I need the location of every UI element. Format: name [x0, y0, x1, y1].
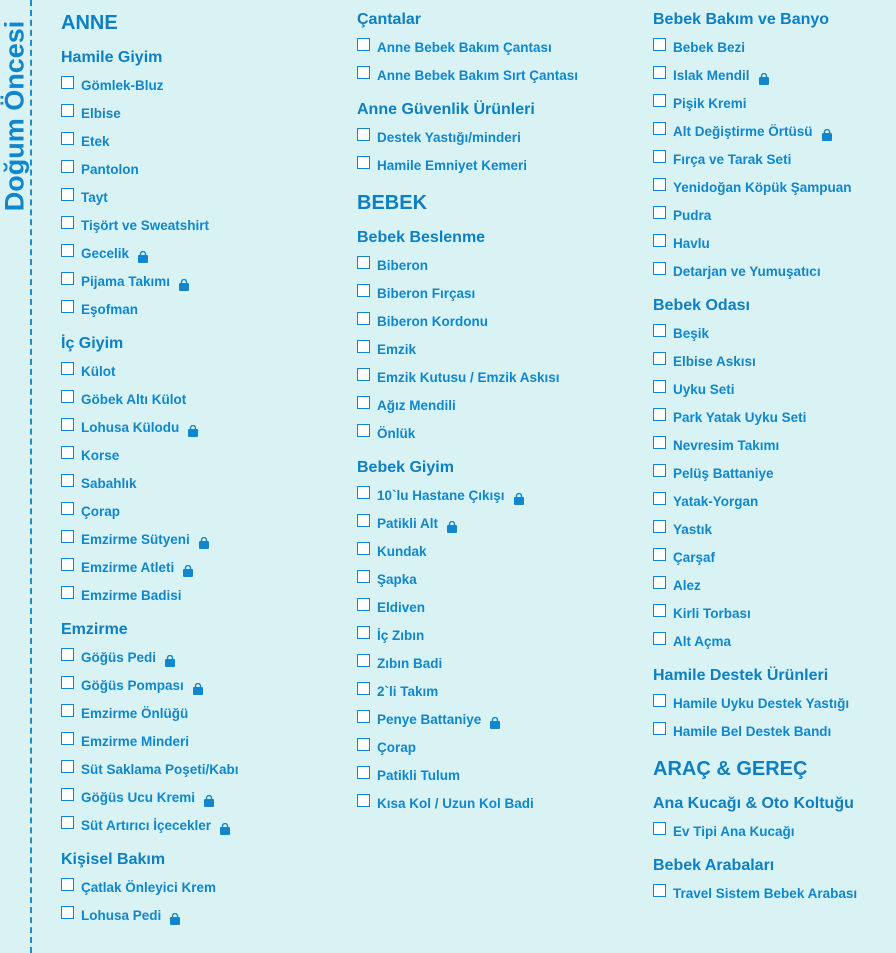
item-label: Korse [81, 448, 120, 463]
checkbox-icon[interactable] [653, 66, 666, 79]
checkbox-icon[interactable] [357, 424, 370, 437]
checklist-item[interactable] [61, 184, 341, 212]
checklist-item[interactable] [653, 544, 893, 572]
checkbox-icon[interactable] [357, 66, 370, 79]
checkbox-icon[interactable] [61, 704, 74, 717]
item-label: Alt Değiştirme Örtüsü [673, 124, 813, 139]
checkbox-icon[interactable] [357, 368, 370, 381]
checkbox-icon[interactable] [357, 626, 370, 639]
item-label: Emzik Kutusu / Emzik Askısı [377, 370, 560, 385]
checkbox-icon[interactable] [61, 160, 74, 173]
checkbox-icon[interactable] [357, 312, 370, 325]
item-label: 2`li Takım [377, 684, 439, 699]
item-label: Havlu [673, 236, 710, 251]
checklist-item[interactable] [61, 728, 341, 756]
shopping-bag-icon [513, 487, 525, 499]
item-label: Eşofman [81, 302, 139, 317]
shopping-bag-icon [758, 67, 770, 79]
checkbox-icon[interactable] [61, 188, 74, 201]
checkbox-icon[interactable] [61, 474, 74, 487]
item-label: Penye Battaniye [377, 712, 482, 727]
shopping-bag-icon [187, 419, 199, 431]
item-label: Destek Yastığı/minderi [377, 130, 521, 145]
checklist-kisisel-bakim [61, 874, 341, 930]
checklist-item[interactable] [61, 358, 341, 386]
item-label: Göbek Altı Külot [81, 392, 187, 407]
checklist-item[interactable] [61, 784, 341, 812]
checklist-item[interactable] [61, 240, 341, 268]
checkbox-icon[interactable] [357, 766, 370, 779]
checklist-bebek-bakim-ve-banyo [653, 34, 893, 286]
item-label: Biberon Kordonu [377, 314, 488, 329]
checklist-item[interactable] [357, 510, 642, 538]
checkbox-icon[interactable] [653, 822, 666, 835]
checklist-item[interactable] [653, 572, 893, 600]
item-label: Ağız Mendili [377, 398, 456, 413]
checklist-item[interactable] [61, 128, 341, 156]
checkbox-icon[interactable] [357, 542, 370, 555]
item-label: Etek [81, 134, 110, 149]
checkbox-icon[interactable] [357, 340, 370, 353]
shopping-bag-icon [489, 711, 501, 723]
checklist-item[interactable] [357, 706, 642, 734]
shopping-bag-icon [821, 123, 833, 135]
checkbox-icon[interactable] [653, 206, 666, 219]
checklist-anne-guvenlik-urunleri [357, 124, 642, 180]
item-label: İç Zıbın [377, 628, 425, 643]
item-label: Detarjan ve Yumuşatıcı [673, 264, 821, 279]
section-heading-kisisel-bakim: Kişisel Bakım [61, 851, 166, 868]
section-heading-ic-giyim: İç Giyim [61, 335, 124, 352]
item-label: Emzirme Sütyeni [81, 532, 190, 547]
shopping-bag-icon [182, 559, 194, 571]
section-heading-bebek-giyim: Bebek Giyim [357, 459, 454, 476]
item-label: Biberon Fırçası [377, 286, 476, 301]
checkbox-icon[interactable] [61, 676, 74, 689]
shopping-bag-icon [178, 273, 190, 285]
checkbox-icon[interactable] [357, 128, 370, 141]
checklist-item[interactable] [61, 442, 341, 470]
checkbox-icon[interactable] [61, 878, 74, 891]
section-heading-bebek-beslenme: Bebek Beslenme [357, 229, 486, 246]
checklist-item[interactable] [653, 718, 893, 746]
checkbox-icon[interactable] [653, 262, 666, 275]
checkbox-icon[interactable] [61, 558, 74, 571]
checklist-item[interactable] [357, 790, 642, 818]
checkbox-icon[interactable] [61, 244, 74, 257]
section-heading-hamile-giyim: Hamile Giyim [61, 49, 163, 66]
item-label: Göğüs Pompası [81, 678, 184, 693]
checklist-item[interactable] [653, 880, 893, 908]
item-label: Travel Sistem Bebek Arabası [673, 886, 858, 901]
shopping-bag-icon [164, 649, 176, 661]
checklist-item[interactable] [61, 498, 341, 526]
checklist-hamile-giyim [61, 72, 341, 324]
checklist-item[interactable] [653, 174, 893, 202]
shopping-bag-icon [198, 531, 210, 543]
checkbox-icon[interactable] [61, 530, 74, 543]
item-label: Hamile Bel Destek Bandı [673, 724, 832, 739]
shopping-bag-icon [169, 907, 181, 919]
side-title-bar [0, 0, 32, 953]
item-label: Hamile Uyku Destek Yastığı [673, 696, 850, 711]
checkbox-icon[interactable] [61, 362, 74, 375]
checkbox-icon[interactable] [61, 586, 74, 599]
checkbox-icon[interactable] [357, 682, 370, 695]
item-label: Patikli Alt [377, 516, 439, 531]
checklist-item[interactable] [653, 488, 893, 516]
checklist-item[interactable] [357, 420, 642, 448]
checkbox-icon[interactable] [61, 816, 74, 829]
checkbox-icon[interactable] [653, 632, 666, 645]
item-label: Süt Artırıcı İçecekler [81, 818, 212, 833]
checkbox-icon[interactable] [357, 598, 370, 611]
checkbox-icon[interactable] [357, 256, 370, 269]
checklist-item[interactable] [61, 268, 341, 296]
item-label: Emzirme Atleti [81, 560, 175, 575]
checkbox-icon[interactable] [357, 570, 370, 583]
item-label: Zıbın Badi [377, 656, 443, 671]
item-label: Önlük [377, 426, 416, 441]
checklist-item[interactable] [653, 818, 893, 846]
checklist-item[interactable] [357, 650, 642, 678]
checklist-item[interactable] [357, 538, 642, 566]
checkbox-icon[interactable] [653, 150, 666, 163]
item-label: Alt Açma [673, 634, 732, 649]
checklist-item[interactable] [357, 622, 642, 650]
item-label: Göğüs Pedi [81, 650, 157, 665]
checklist-item[interactable] [357, 392, 642, 420]
checkbox-icon[interactable] [653, 576, 666, 589]
shopping-bag-icon [137, 245, 149, 257]
checklist-item[interactable] [61, 812, 341, 840]
item-label: Pijama Takımı [81, 274, 171, 289]
item-label: Ev Tipi Ana Kucağı [673, 824, 795, 839]
checkbox-icon[interactable] [357, 284, 370, 297]
checkbox-icon[interactable] [357, 710, 370, 723]
checklist-ic-giyim [61, 358, 341, 610]
item-label: Hamile Emniyet Kemeri [377, 158, 528, 173]
checklist-item[interactable] [61, 756, 341, 784]
checklist-item[interactable] [357, 364, 642, 392]
checklist-hamile-destek-urunleri [653, 690, 893, 746]
item-label: Çorap [377, 740, 417, 755]
checkbox-icon[interactable] [61, 446, 74, 459]
item-label: Pişik Kremi [673, 96, 747, 111]
section-heading-cantalar: Çantalar [357, 11, 422, 28]
checklist-item[interactable] [357, 734, 642, 762]
checklist-item[interactable] [653, 404, 893, 432]
checklist-item[interactable] [61, 72, 341, 100]
checklist-item[interactable] [61, 526, 341, 554]
item-label: Elbise Askısı [673, 354, 756, 369]
checkbox-icon[interactable] [357, 654, 370, 667]
checkbox-icon[interactable] [653, 604, 666, 617]
checkbox-icon[interactable] [653, 520, 666, 533]
checklist-item[interactable] [653, 690, 893, 718]
checklist-item[interactable] [61, 902, 341, 930]
item-label: Çarşaf [673, 550, 716, 565]
checkbox-icon[interactable] [61, 418, 74, 431]
item-label: Süt Saklama Poşeti/Kabı [81, 762, 239, 777]
column-1 [61, 0, 341, 930]
checkbox-icon[interactable] [653, 380, 666, 393]
checklist-item[interactable] [61, 874, 341, 902]
checkbox-icon[interactable] [357, 794, 370, 807]
checkbox-icon[interactable] [61, 760, 74, 773]
checkbox-icon[interactable] [653, 548, 666, 561]
item-label: Tayt [81, 190, 108, 205]
checkbox-icon[interactable] [653, 94, 666, 107]
checkbox-icon[interactable] [653, 694, 666, 707]
checkbox-icon[interactable] [653, 178, 666, 191]
checkbox-icon[interactable] [61, 104, 74, 117]
category-heading-bebek: BEBEK [357, 192, 428, 214]
checklist-item[interactable] [653, 516, 893, 544]
item-label: Lohusa Külodu [81, 420, 180, 435]
section-heading-bebek-odasi: Bebek Odası [653, 297, 750, 314]
checklist-item[interactable] [653, 320, 893, 348]
item-label: Emzirme Badisi [81, 588, 182, 603]
checkbox-icon[interactable] [61, 906, 74, 919]
item-label: Alez [673, 578, 701, 593]
item-label: Şapka [377, 572, 417, 587]
section-heading-bebek-arabalari: Bebek Arabaları [653, 857, 775, 874]
checklist-item[interactable] [357, 566, 642, 594]
checkbox-icon[interactable] [61, 788, 74, 801]
item-label: Lohusa Pedi [81, 908, 162, 923]
item-label: Gömlek-Bluz [81, 78, 164, 93]
checkbox-icon[interactable] [653, 352, 666, 365]
item-label: Nevresim Takımı [673, 438, 780, 453]
checklist-item[interactable] [357, 152, 642, 180]
checklist-item[interactable] [61, 672, 341, 700]
checklist-emzirme [61, 644, 341, 840]
checklist-bebek-giyim [357, 482, 642, 818]
item-label: Bebek Bezi [673, 40, 746, 55]
checkbox-icon[interactable] [653, 122, 666, 135]
item-label: Pantolon [81, 162, 139, 177]
checklist-item[interactable] [61, 700, 341, 728]
section-heading-emzirme: Emzirme [61, 621, 128, 638]
checklist-item[interactable] [653, 118, 893, 146]
checklist-item[interactable] [357, 62, 642, 90]
checklist-item[interactable] [653, 460, 893, 488]
checklist-item[interactable] [357, 280, 642, 308]
item-label: Emzik [377, 342, 417, 357]
checklist-item[interactable] [653, 376, 893, 404]
section-heading-hamile-destek-urunleri: Hamile Destek Ürünleri [653, 667, 829, 684]
checklist-item[interactable] [653, 432, 893, 460]
checklist-item[interactable] [61, 582, 341, 610]
item-label: Sabahlık [81, 476, 137, 491]
checkbox-icon[interactable] [653, 464, 666, 477]
checklist-bebek-beslenme [357, 252, 642, 448]
checklist-item[interactable] [653, 90, 893, 118]
checkbox-icon[interactable] [653, 408, 666, 421]
item-label: Pelüş Battaniye [673, 466, 774, 481]
checklist-item[interactable] [653, 202, 893, 230]
item-label: Patikli Tulum [377, 768, 461, 783]
checklist-cantalar [357, 34, 642, 90]
column-2 [357, 0, 642, 818]
checkbox-icon[interactable] [61, 76, 74, 89]
checkbox-icon[interactable] [653, 38, 666, 51]
shopping-bag-icon [446, 515, 458, 527]
item-label: Uyku Seti [673, 382, 735, 397]
item-label: Tişört ve Sweatshirt [81, 218, 210, 233]
checklist-item[interactable] [61, 470, 341, 498]
checklist-item[interactable] [357, 678, 642, 706]
item-label: Kısa Kol / Uzun Kol Badi [377, 796, 534, 811]
checkbox-icon[interactable] [653, 436, 666, 449]
checkbox-icon[interactable] [357, 38, 370, 51]
checklist-item[interactable] [653, 62, 893, 90]
item-label: Elbise [81, 106, 121, 121]
checkbox-icon[interactable] [357, 514, 370, 527]
checkbox-icon[interactable] [357, 156, 370, 169]
section-heading-bebek-bakim-ve-banyo: Bebek Bakım ve Banyo [653, 11, 830, 28]
checkbox-icon[interactable] [357, 738, 370, 751]
item-label: Fırça ve Tarak Seti [673, 152, 792, 167]
checklist-item[interactable] [61, 554, 341, 582]
checklist-item[interactable] [653, 146, 893, 174]
section-heading-anne-guvenlik-urunleri: Anne Güvenlik Ürünleri [357, 101, 535, 118]
checklist-item[interactable] [61, 386, 341, 414]
checklist-bebek-arabalari [653, 880, 893, 908]
item-label: Anne Bebek Bakım Sırt Çantası [377, 68, 579, 83]
item-label: Emzirme Minderi [81, 734, 190, 749]
item-label: 10`lu Hastane Çıkışı [377, 488, 505, 503]
item-label: Göğüs Ucu Kremi [81, 790, 196, 805]
item-label: Yenidoğan Köpük Şampuan [673, 180, 852, 195]
item-label: Anne Bebek Bakım Çantası [377, 40, 552, 55]
checkbox-icon[interactable] [61, 502, 74, 515]
checklist-item[interactable] [653, 348, 893, 376]
category-heading-arac-gerec: ARAÇ & GEREÇ [653, 758, 808, 780]
checklist-item[interactable] [61, 296, 341, 324]
checklist-item[interactable] [653, 34, 893, 62]
checklist-item[interactable] [357, 762, 642, 790]
column-3 [653, 0, 893, 908]
checklist-item[interactable] [357, 482, 642, 510]
checkbox-icon[interactable] [653, 324, 666, 337]
shopping-bag-icon [219, 817, 231, 829]
item-label: Beşik [673, 326, 710, 341]
checkbox-icon[interactable] [653, 234, 666, 247]
side-title: Doğum Öncesi [0, 20, 30, 212]
checkbox-icon[interactable] [357, 396, 370, 409]
item-label: Kundak [377, 544, 427, 559]
checkbox-icon[interactable] [61, 732, 74, 745]
item-label: Biberon [377, 258, 429, 273]
item-label: Yatak-Yorgan [673, 494, 759, 509]
checklist-item[interactable] [357, 594, 642, 622]
checkbox-icon[interactable] [61, 648, 74, 661]
item-label: Park Yatak Uyku Seti [673, 410, 807, 425]
item-label: Kirli Torbası [673, 606, 751, 621]
checklist-item[interactable] [357, 34, 642, 62]
checkbox-icon[interactable] [61, 272, 74, 285]
checklist-item[interactable] [357, 124, 642, 152]
checkbox-icon[interactable] [61, 300, 74, 313]
shopping-bag-icon [192, 677, 204, 689]
checklist-item[interactable] [61, 212, 341, 240]
item-label: Islak Mendil [673, 68, 750, 83]
checklist-item[interactable] [653, 628, 893, 656]
category-heading-anne: ANNE [61, 12, 118, 34]
checklist-item[interactable] [61, 156, 341, 184]
checklist-item[interactable] [357, 336, 642, 364]
item-label: Pudra [673, 208, 712, 223]
section-heading-ana-kucagi-oto-koltugu: Ana Kucağı & Oto Koltuğu [653, 795, 854, 812]
item-label: Gecelik [81, 246, 130, 261]
item-label: Çatlak Önleyici Krem [81, 880, 217, 895]
item-label: Yastık [673, 522, 713, 537]
checkbox-icon[interactable] [653, 884, 666, 897]
item-label: Çorap [81, 504, 121, 519]
item-label: Külot [81, 364, 116, 379]
checklist-item[interactable] [357, 252, 642, 280]
checkbox-icon[interactable] [61, 132, 74, 145]
checklist-item[interactable] [61, 414, 341, 442]
checkbox-icon[interactable] [357, 486, 370, 499]
checklist-item[interactable] [653, 258, 893, 286]
checklist-bebek-odasi [653, 320, 893, 656]
checkbox-icon[interactable] [653, 722, 666, 735]
item-label: Emzirme Önlüğü [81, 706, 189, 721]
checklist-item[interactable] [61, 100, 341, 128]
checkbox-icon[interactable] [61, 390, 74, 403]
checklist-item[interactable] [653, 600, 893, 628]
checkbox-icon[interactable] [61, 216, 74, 229]
checklist-ana-kucagi-oto-koltugu [653, 818, 893, 846]
checklist-item[interactable] [357, 308, 642, 336]
shopping-bag-icon [203, 789, 215, 801]
item-label: Eldiven [377, 600, 426, 615]
checklist-item[interactable] [653, 230, 893, 258]
checklist-item[interactable] [61, 644, 341, 672]
checkbox-icon[interactable] [653, 492, 666, 505]
